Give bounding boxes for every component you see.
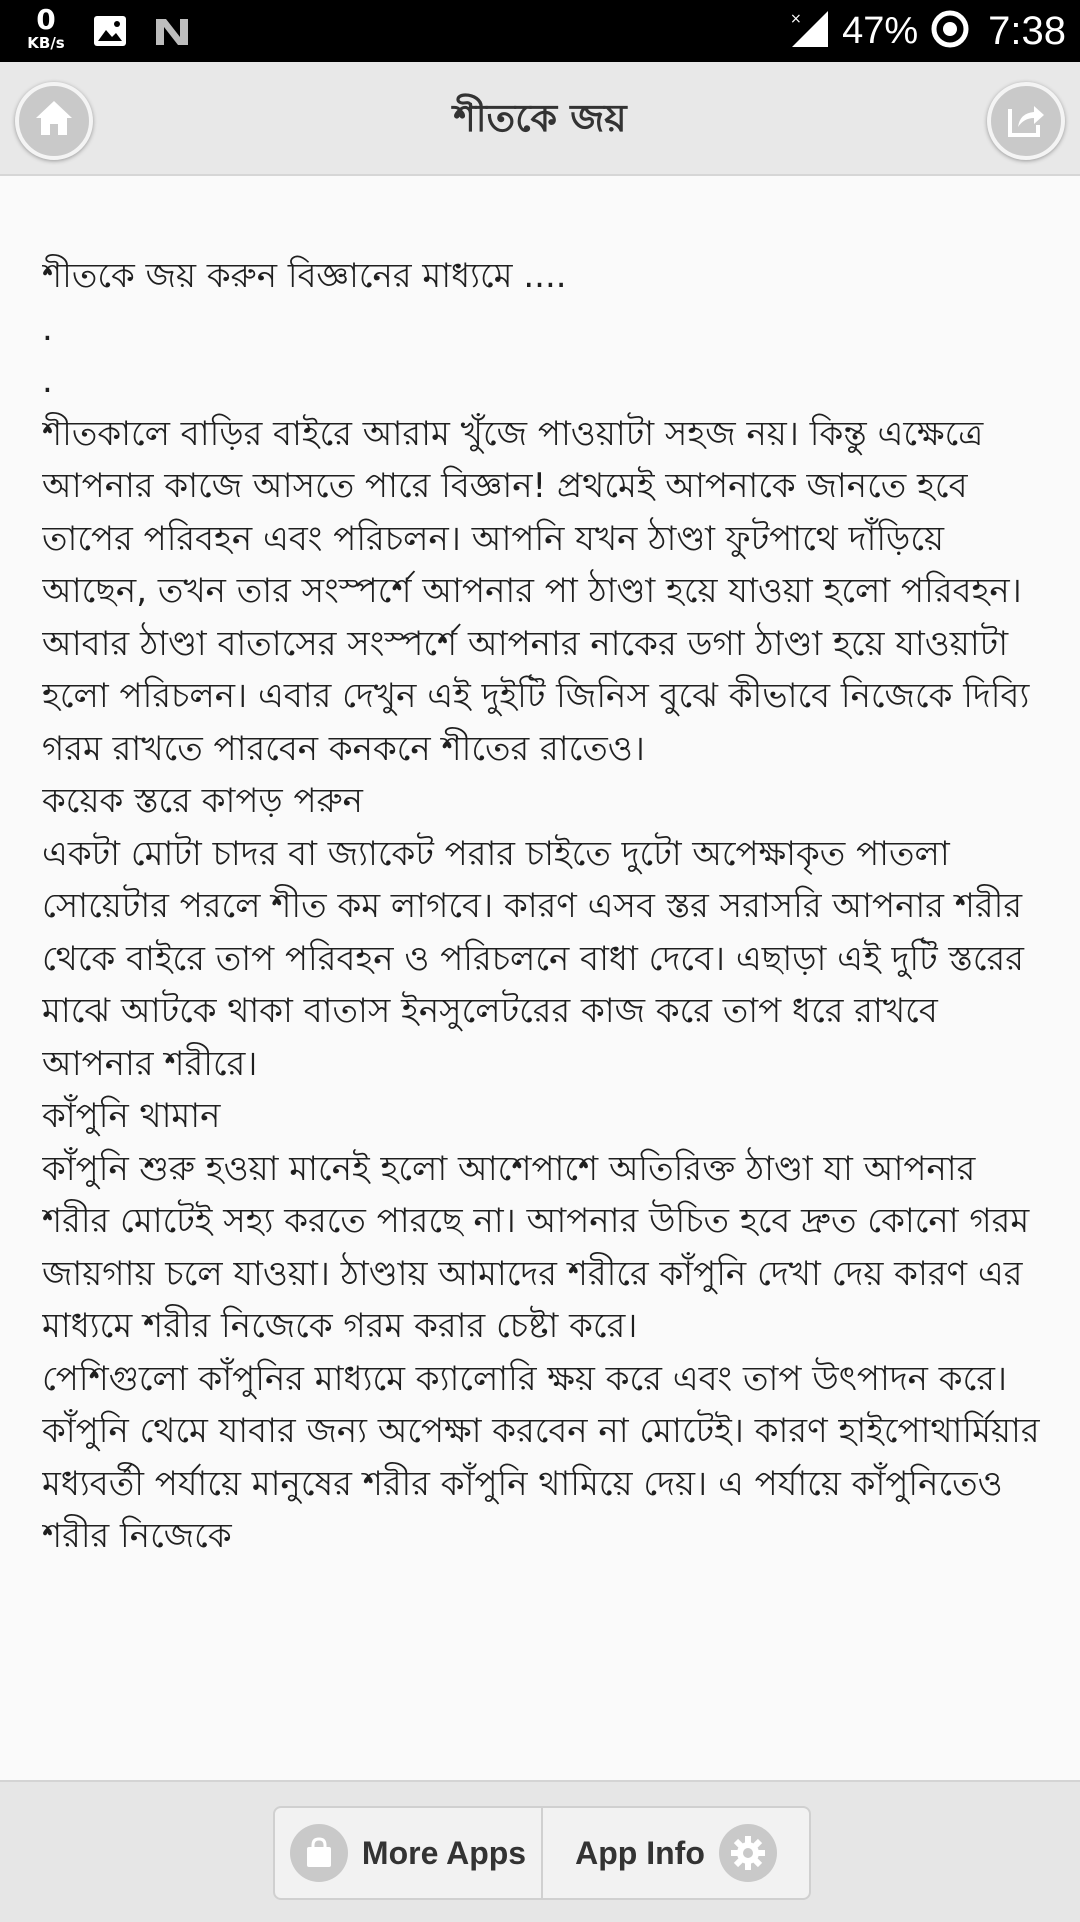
- image-icon: [92, 13, 128, 53]
- article-paragraph: কাঁপুনি শুরু হওয়া মানেই হলো আশেপাশে অতিরিক্ত ঠাণ্ডা যা আপনার শরীর মোটেই সহ্য করতে পারছে না। আপনার উচিত হবে দ্রুত কোনো গরম জায়গায় চলে যাওয়া। ঠাণ্ডায় আমাদের শরীরে কাঁপুনি দেখা দেয় কারণ এর মাধ্যমে শরীর নিজেকে গরম করার চেষ্টা করে।: [42, 1148, 1030, 1346]
- more-apps-button[interactable]: [275, 1808, 541, 1898]
- article-subheading: কয়েক স্তরে কাপড় পরুন: [42, 781, 363, 821]
- battery-icon: [930, 9, 970, 53]
- article-heading: শীতকে জয় করুন বিজ্ঞানের মাধ্যমে ....: [42, 256, 567, 296]
- page-title: শীতকে জয়: [453, 96, 627, 140]
- app-info-label: App Info: [575, 1834, 705, 1871]
- bottom-bar: [0, 1780, 1080, 1922]
- article-paragraph: শীতকালে বাড়ির বাইরে আরাম খুঁজে পাওয়াটা সহজ নয়। কিন্তু এক্ষেত্রে আপনার কাজে আসতে পারে বিজ্ঞান! প্রথমেই আপনাকে জানতে হবে তাপের পরিবহন এবং পরিচলন। আপনি যখন ঠাণ্ডা ফুটপাথে দাঁড়িয়ে আছেন, তখন তার সংস্পর্শে আপনার পা ঠাণ্ডা হয়ে যাওয়া হলো পরিবহন। আবার ঠাণ্ডা বাতাসের সংস্পর্শে আপনার নাকের ডগা ঠাণ্ডা হয়ে যাওয়াটা হলো পরিচলন। এবার দেখুন এই দুইটি জিনিস বুঝে কীভাবে নিজেকে দিব্যি গরম রাখতে পারবেন কনকনে শীতের রাতেও।: [42, 413, 1030, 769]
- article-dot: .: [42, 361, 53, 401]
- gear-icon: [719, 1824, 777, 1882]
- home-icon: [32, 97, 76, 145]
- network-speed-unit: KB/s: [27, 34, 65, 52]
- nfc-icon: [152, 13, 192, 53]
- app-header: [0, 62, 1080, 176]
- app-info-button[interactable]: [541, 1808, 809, 1898]
- battery-percentage: 47%: [842, 9, 919, 52]
- article-paragraph: পেশিগুলো কাঁপুনির মাধ্যমে ক্যালোরি ক্ষয় করে এবং তাপ উৎপাদন করে। কাঁপুনি থেমে যাবার জন্য অপেক্ষা করবেন না মোটেই। কারণ হাইপোথার্মিয়ার মধ্যবর্তী পর্যায়ে মানুষের শরীর কাঁপুনি থামিয়ে দেয়। এ পর্যায়ে কাঁপুনিতেও শরীর নিজেকে: [42, 1358, 1040, 1556]
- network-speed-value: 0: [36, 3, 56, 36]
- article-dot: .: [42, 308, 53, 349]
- network-speed: [22, 3, 70, 52]
- article-paragraph: একটা মোটা চাদর বা জ্যাকেট পরার চাইতে দুটো অপেক্ষাকৃত পাতলা সোয়েটার পরলে শীত কম লাগবে। কারণ এসব স্তর সরাসরি আপনার শরীর থেকে বাইরে তাপ পরিবহন ও পরিচলনে বাধা দেবে। এছাড়া এই দুটি স্তরের মাঝে আটকে থাকা বাতাস ইনসুলেটরের কাজ করে তাপ ধরে রাখবে আপনার শরীরে।: [42, 833, 1024, 1084]
- status-bar: [0, 0, 1080, 62]
- clock: 7:38: [988, 8, 1066, 53]
- more-apps-label: More Apps: [361, 1834, 527, 1871]
- home-button[interactable]: [15, 82, 93, 160]
- signal-icon: [788, 9, 830, 53]
- share-icon: [1004, 97, 1048, 145]
- bottom-button-group: [273, 1806, 811, 1900]
- share-button[interactable]: [987, 82, 1065, 160]
- shopping-bag-icon: [290, 1824, 348, 1882]
- article-body: [42, 250, 1042, 1772]
- article-subheading: কাঁপুনি থামান: [42, 1096, 221, 1136]
- svg-text:×: ×: [790, 11, 802, 27]
